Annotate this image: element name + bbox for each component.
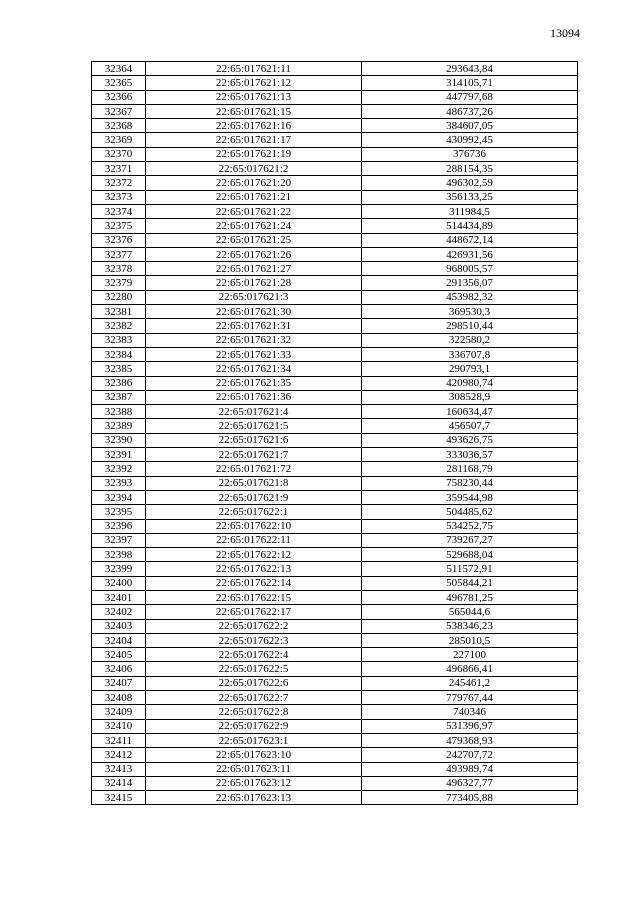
table-row (92, 162, 578, 176)
row-number-cell: 32401 (92, 590, 146, 604)
row-number-cell: 32367 (92, 104, 146, 118)
table-row (92, 476, 578, 490)
cadastral-number-cell: 22:65:017621:22 (146, 204, 362, 218)
value-cell: 376736 (362, 147, 578, 161)
table-row (92, 319, 578, 333)
table-row (92, 276, 578, 290)
row-number-cell: 32394 (92, 490, 146, 504)
row-number-cell: 32388 (92, 405, 146, 419)
table-row (92, 533, 578, 547)
cadastral-number-cell: 22:65:017621:30 (146, 305, 362, 319)
table-row (92, 305, 578, 319)
cadastral-number-cell: 22:65:017621:34 (146, 362, 362, 376)
row-number-cell: 32372 (92, 176, 146, 190)
value-cell: 538346,23 (362, 619, 578, 633)
cadastral-number-cell: 22:65:017621:20 (146, 176, 362, 190)
row-number-cell: 32409 (92, 705, 146, 719)
row-number-cell: 32377 (92, 247, 146, 261)
table-row (92, 204, 578, 218)
table-row (92, 362, 578, 376)
row-number-cell: 32369 (92, 133, 146, 147)
row-number-cell: 32385 (92, 362, 146, 376)
value-cell: 420980,74 (362, 376, 578, 390)
cadastral-number-cell: 22:65:017621:7 (146, 448, 362, 462)
value-cell: 529688,04 (362, 548, 578, 562)
value-cell: 486737,26 (362, 104, 578, 118)
cadastral-number-cell: 22:65:017621:13 (146, 90, 362, 104)
cadastral-number-cell: 22:65:017621:28 (146, 276, 362, 290)
row-number-cell: 32405 (92, 648, 146, 662)
table-row (92, 62, 578, 76)
value-cell: 456507,7 (362, 419, 578, 433)
cadastral-number-cell: 22:65:017622:15 (146, 590, 362, 604)
cadastral-number-cell: 22:65:017622:5 (146, 662, 362, 676)
value-cell: 453982,32 (362, 290, 578, 304)
cadastral-number-cell: 22:65:017621:6 (146, 433, 362, 447)
row-number-cell: 32371 (92, 162, 146, 176)
value-cell: 160634,47 (362, 405, 578, 419)
cadastral-number-cell: 22:65:017622:10 (146, 519, 362, 533)
cadastral-number-cell: 22:65:017621:72 (146, 462, 362, 476)
cadastral-number-cell: 22:65:017621:24 (146, 219, 362, 233)
value-cell: 448672,14 (362, 233, 578, 247)
cadastral-number-cell: 22:65:017623:10 (146, 748, 362, 762)
cadastral-number-cell: 22:65:017621:17 (146, 133, 362, 147)
row-number-cell: 32392 (92, 462, 146, 476)
table-row (92, 433, 578, 447)
value-cell: 739267,27 (362, 533, 578, 547)
row-number-cell: 32378 (92, 262, 146, 276)
table-row (92, 791, 578, 805)
cadastral-number-cell: 22:65:017621:16 (146, 119, 362, 133)
cadastral-number-cell: 22:65:017622:4 (146, 648, 362, 662)
table-row (92, 419, 578, 433)
table-row (92, 633, 578, 647)
table-row (92, 519, 578, 533)
row-number-cell: 32397 (92, 533, 146, 547)
value-cell: 968005,57 (362, 262, 578, 276)
cadastral-number-cell: 22:65:017622:9 (146, 719, 362, 733)
value-cell: 531396,97 (362, 719, 578, 733)
row-number-cell: 32395 (92, 505, 146, 519)
value-cell: 514434,89 (362, 219, 578, 233)
row-number-cell: 32415 (92, 791, 146, 805)
row-number-cell: 32374 (92, 204, 146, 218)
value-cell: 773405,88 (362, 791, 578, 805)
cadastral-number-cell: 22:65:017621:2 (146, 162, 362, 176)
table-row (92, 548, 578, 562)
table-row (92, 662, 578, 676)
value-cell: 511572,91 (362, 562, 578, 576)
cadastral-number-cell: 22:65:017623:1 (146, 733, 362, 747)
value-cell: 430992,45 (362, 133, 578, 147)
row-number-cell: 32390 (92, 433, 146, 447)
cadastral-number-cell: 22:65:017621:36 (146, 390, 362, 404)
value-cell: 290793,1 (362, 362, 578, 376)
cadastral-number-cell: 22:65:017622:17 (146, 605, 362, 619)
row-number-cell: 32396 (92, 519, 146, 533)
row-number-cell: 32411 (92, 733, 146, 747)
table-row (92, 590, 578, 604)
table-row (92, 104, 578, 118)
registry-table-body (92, 62, 578, 805)
cadastral-number-cell: 22:65:017621:11 (146, 62, 362, 76)
value-cell: 333036,57 (362, 448, 578, 462)
table-row (92, 176, 578, 190)
row-number-cell: 32365 (92, 76, 146, 90)
value-cell: 298510,44 (362, 319, 578, 333)
table-row (92, 347, 578, 361)
table-row (92, 462, 578, 476)
cadastral-number-cell: 22:65:017621:21 (146, 190, 362, 204)
table-row (92, 290, 578, 304)
table-row (92, 247, 578, 261)
value-cell: 308528,9 (362, 390, 578, 404)
row-number-cell: 32364 (92, 62, 146, 76)
value-cell: 740346 (362, 705, 578, 719)
row-number-cell: 32382 (92, 319, 146, 333)
value-cell: 314105,71 (362, 76, 578, 90)
value-cell: 505844,21 (362, 576, 578, 590)
cadastral-number-cell: 22:65:017622:14 (146, 576, 362, 590)
cadastral-number-cell: 22:65:017622:6 (146, 676, 362, 690)
cadastral-number-cell: 22:65:017621:9 (146, 490, 362, 504)
table-row (92, 748, 578, 762)
row-number-cell: 32376 (92, 233, 146, 247)
row-number-cell: 32384 (92, 347, 146, 361)
registry-table (91, 61, 578, 805)
cadastral-number-cell: 22:65:017621:4 (146, 405, 362, 419)
value-cell: 311984,5 (362, 204, 578, 218)
value-cell: 322580,2 (362, 333, 578, 347)
value-cell: 356133,25 (362, 190, 578, 204)
table-row (92, 719, 578, 733)
value-cell: 479368,93 (362, 733, 578, 747)
cadastral-number-cell: 22:65:017621:12 (146, 76, 362, 90)
cadastral-number-cell: 22:65:017622:11 (146, 533, 362, 547)
value-cell: 242707,72 (362, 748, 578, 762)
table-row (92, 90, 578, 104)
table-row (92, 76, 578, 90)
value-cell: 281168,79 (362, 462, 578, 476)
row-number-cell: 32381 (92, 305, 146, 319)
row-number-cell: 32379 (92, 276, 146, 290)
value-cell: 779767,44 (362, 691, 578, 705)
table-row (92, 562, 578, 576)
table-row (92, 448, 578, 462)
row-number-cell: 32407 (92, 676, 146, 690)
row-number-cell: 32387 (92, 390, 146, 404)
row-number-cell: 32370 (92, 147, 146, 161)
cadastral-number-cell: 22:65:017621:35 (146, 376, 362, 390)
cadastral-number-cell: 22:65:017621:3 (146, 290, 362, 304)
table-row (92, 133, 578, 147)
table-row (92, 333, 578, 347)
value-cell: 565044,6 (362, 605, 578, 619)
row-number-cell: 32386 (92, 376, 146, 390)
value-cell: 496866,41 (362, 662, 578, 676)
row-number-cell: 32391 (92, 448, 146, 462)
cadastral-number-cell: 22:65:017621:25 (146, 233, 362, 247)
value-cell: 227100 (362, 648, 578, 662)
cadastral-number-cell: 22:65:017622:1 (146, 505, 362, 519)
table-row (92, 619, 578, 633)
row-number-cell: 32406 (92, 662, 146, 676)
row-number-cell: 32373 (92, 190, 146, 204)
cadastral-number-cell: 22:65:017621:27 (146, 262, 362, 276)
value-cell: 496302,59 (362, 176, 578, 190)
value-cell: 384607,05 (362, 119, 578, 133)
row-number-cell: 32403 (92, 619, 146, 633)
cadastral-number-cell: 22:65:017622:7 (146, 691, 362, 705)
table-row (92, 576, 578, 590)
value-cell: 493626,75 (362, 433, 578, 447)
row-number-cell: 32280 (92, 290, 146, 304)
row-number-cell: 32383 (92, 333, 146, 347)
page-number: 13094 (550, 26, 580, 40)
cadastral-number-cell: 22:65:017621:26 (146, 247, 362, 261)
table-row (92, 605, 578, 619)
table-row (92, 390, 578, 404)
value-cell: 496781,25 (362, 590, 578, 604)
cadastral-number-cell: 22:65:017621:31 (146, 319, 362, 333)
table-row (92, 405, 578, 419)
cadastral-number-cell: 22:65:017622:3 (146, 633, 362, 647)
table-row (92, 776, 578, 790)
row-number-cell: 32368 (92, 119, 146, 133)
value-cell: 245461,2 (362, 676, 578, 690)
cadastral-number-cell: 22:65:017621:8 (146, 476, 362, 490)
table-row (92, 147, 578, 161)
cadastral-number-cell: 22:65:017623:13 (146, 791, 362, 805)
row-number-cell: 32393 (92, 476, 146, 490)
value-cell: 493989,74 (362, 762, 578, 776)
table-row (92, 705, 578, 719)
value-cell: 285010,5 (362, 633, 578, 647)
value-cell: 291356,07 (362, 276, 578, 290)
value-cell: 359544,98 (362, 490, 578, 504)
row-number-cell: 32414 (92, 776, 146, 790)
table-row (92, 762, 578, 776)
table-row (92, 691, 578, 705)
row-number-cell: 32413 (92, 762, 146, 776)
row-number-cell: 32375 (92, 219, 146, 233)
row-number-cell: 32408 (92, 691, 146, 705)
cadastral-number-cell: 22:65:017621:32 (146, 333, 362, 347)
table-row (92, 733, 578, 747)
value-cell: 447797,68 (362, 90, 578, 104)
table-row (92, 490, 578, 504)
table-row (92, 190, 578, 204)
table-row (92, 648, 578, 662)
row-number-cell: 32402 (92, 605, 146, 619)
value-cell: 369530,3 (362, 305, 578, 319)
value-cell: 293643,84 (362, 62, 578, 76)
table-row (92, 505, 578, 519)
value-cell: 426931,56 (362, 247, 578, 261)
cadastral-number-cell: 22:65:017621:33 (146, 347, 362, 361)
cadastral-number-cell: 22:65:017621:15 (146, 104, 362, 118)
cadastral-number-cell: 22:65:017623:12 (146, 776, 362, 790)
table-row (92, 676, 578, 690)
row-number-cell: 32399 (92, 562, 146, 576)
cadastral-number-cell: 22:65:017621:19 (146, 147, 362, 161)
row-number-cell: 32389 (92, 419, 146, 433)
cadastral-number-cell: 22:65:017622:8 (146, 705, 362, 719)
cadastral-number-cell: 22:65:017622:12 (146, 548, 362, 562)
cadastral-number-cell: 22:65:017622:13 (146, 562, 362, 576)
table-row (92, 262, 578, 276)
row-number-cell: 32400 (92, 576, 146, 590)
value-cell: 534252,75 (362, 519, 578, 533)
table-row (92, 119, 578, 133)
cadastral-number-cell: 22:65:017623:11 (146, 762, 362, 776)
table-row (92, 219, 578, 233)
row-number-cell: 32404 (92, 633, 146, 647)
row-number-cell: 32366 (92, 90, 146, 104)
row-number-cell: 32412 (92, 748, 146, 762)
value-cell: 504485,62 (362, 505, 578, 519)
row-number-cell: 32410 (92, 719, 146, 733)
value-cell: 288154,35 (362, 162, 578, 176)
value-cell: 758230,44 (362, 476, 578, 490)
row-number-cell: 32398 (92, 548, 146, 562)
table-row (92, 376, 578, 390)
cadastral-number-cell: 22:65:017622:2 (146, 619, 362, 633)
cadastral-number-cell: 22:65:017621:5 (146, 419, 362, 433)
value-cell: 336707,8 (362, 347, 578, 361)
value-cell: 496327,77 (362, 776, 578, 790)
table-row (92, 233, 578, 247)
